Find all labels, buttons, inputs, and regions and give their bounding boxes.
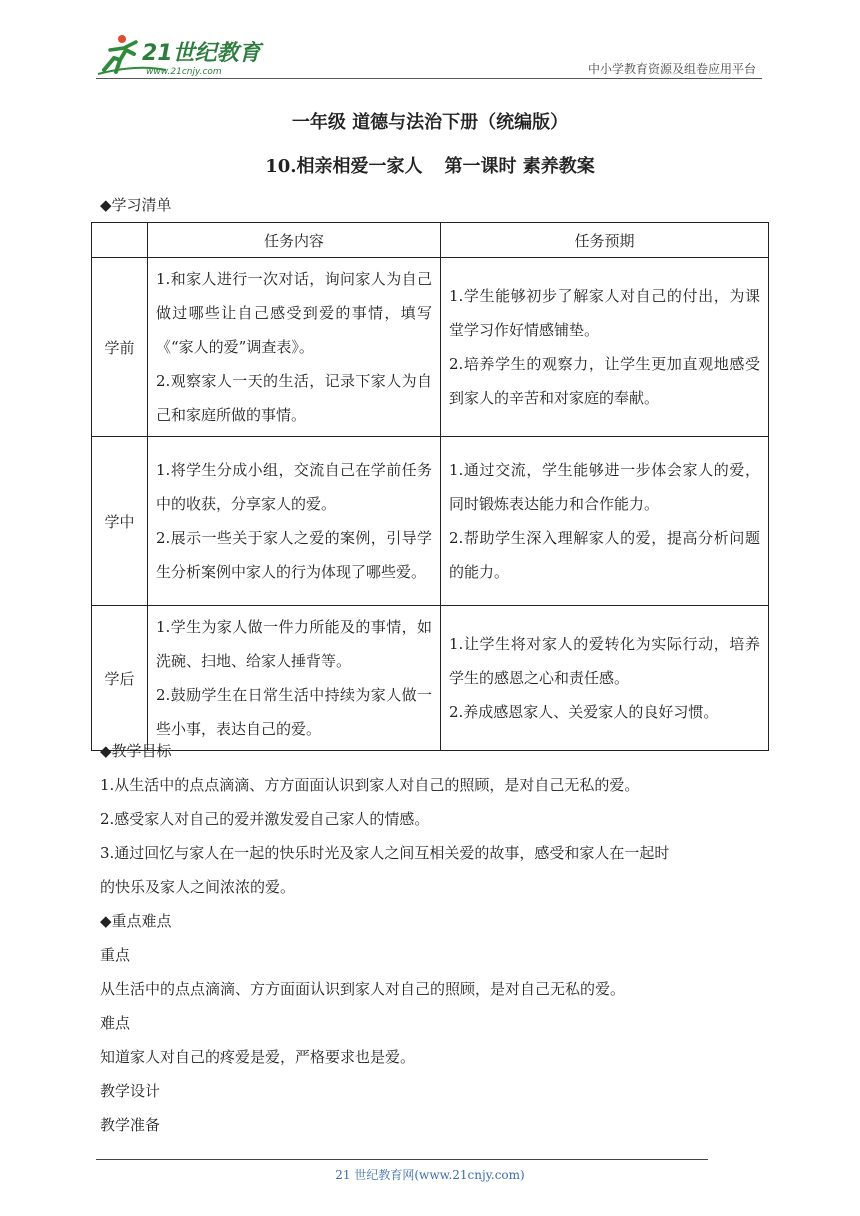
- table-row: [92, 437, 769, 606]
- table-row: [92, 258, 769, 437]
- section-study-list: ◆学习清单: [100, 196, 172, 214]
- page-header: [96, 30, 762, 78]
- stage-cell: 学前: [92, 258, 148, 437]
- stage-cell: 学后: [92, 606, 148, 751]
- goal-item: 1.从生活中的点点滴滴、方方面面认识到家人对自己的照顾，是对自己无私的爱。: [100, 776, 640, 794]
- table-header-row: [92, 223, 769, 258]
- stage-cell: 学中: [92, 437, 148, 606]
- expect-item: 1.让学生将对家人的爱转化为实际行动，培养学生的感恩之心和责任感。: [449, 635, 760, 687]
- table-header-cell: 任务预期: [441, 223, 769, 258]
- teaching-design-label: 教学设计: [100, 1082, 161, 1100]
- goal-item: 的快乐及家人之间浓浓的爱。: [100, 878, 296, 896]
- expect-item: 2.培养学生的观察力，让学生更加直观地感受到家人的辛苦和对家庭的奉献。: [449, 355, 760, 407]
- logo-text: 21世纪教育: [142, 41, 261, 66]
- logo-21cnjy: [96, 30, 266, 78]
- section-key-points: ◆重点难点: [100, 912, 172, 930]
- content-item: 1.将学生分成小组，交流自己在学前任务中的收获，分享家人的爱。: [156, 461, 432, 513]
- table-header-cell: 任务内容: [148, 223, 441, 258]
- content-cell: [148, 258, 441, 437]
- lesson-title: 10.相亲相爱一家人: [265, 156, 423, 177]
- study-list-table: [91, 222, 769, 751]
- table-row: [92, 606, 769, 751]
- content-item: 2.展示一些关于家人之爱的案例，引导学生分析案例中家人的行为体现了哪些爱。: [156, 529, 432, 581]
- expect-item: 1.通过交流，学生能够进一步体会家人的爱，同时锻炼表达能力和合作能力。: [449, 461, 760, 513]
- expect-cell: [441, 606, 769, 751]
- header-divider: [96, 78, 762, 79]
- expect-item: 1.学生能够初步了解家人对自己的付出，为课堂学习作好情感铺垫。: [449, 287, 760, 339]
- logo-url: www.21cnjy.com: [146, 67, 222, 77]
- platform-name: 中小学教育资源及组卷应用平台: [587, 62, 756, 76]
- goal-item: 2.感受家人对自己的爱并激发爱自己家人的情感。: [100, 810, 430, 828]
- expect-item: 2.养成感恩家人、关爱家人的良好习惯。: [449, 703, 719, 721]
- teaching-prep-label: 教学准备: [100, 1116, 161, 1134]
- difficulty-label: 难点: [100, 1014, 131, 1032]
- difficulty-text: 知道家人对自己的疼爱是爱，严格要求也是爱。: [100, 1048, 416, 1066]
- expect-cell: [441, 437, 769, 606]
- content-item: 2.鼓励学生在日常生活中持续为家人做一些小事，表达自己的爱。: [156, 686, 432, 738]
- key-label: 重点: [100, 946, 131, 964]
- table-header-cell: [92, 223, 148, 258]
- content-item: 2.观察家人一天的生活，记录下家人为自己和家庭所做的事情。: [156, 372, 432, 424]
- lesson-session: 第一课时 素养教案: [444, 156, 595, 177]
- key-text: 从生活中的点点滴滴、方方面面认识到家人对自己的照顾，是对自己无私的爱。: [100, 980, 626, 998]
- section-teaching-goals: ◆教学目标: [100, 742, 172, 760]
- content-cell: [148, 606, 441, 751]
- footer-divider: [96, 1159, 708, 1160]
- doc-subtitle: [0, 152, 860, 178]
- expect-cell: [441, 258, 769, 437]
- page-footer: 21 世纪教育网(www.21cnjy.com): [335, 1168, 525, 1182]
- goal-item: 3.通过回忆与家人在一起的快乐时光及家人之间互相关爱的故事，感受和家人在一起时: [100, 844, 670, 862]
- content-item: 1.学生为家人做一件力所能及的事情，如洗碗、扫地、给家人捶背等。: [156, 618, 432, 670]
- doc-title: 一年级 道德与法治下册（统编版）: [291, 112, 569, 133]
- content-cell: [148, 437, 441, 606]
- content-item: 1.和家人进行一次对话，询问家人为自己做过哪些让自己感受到爱的事情，填写《“家人的爱”调查表》。: [156, 270, 432, 356]
- expect-item: 2.帮助学生深入理解家人的爱，提高分析问题的能力。: [449, 529, 760, 581]
